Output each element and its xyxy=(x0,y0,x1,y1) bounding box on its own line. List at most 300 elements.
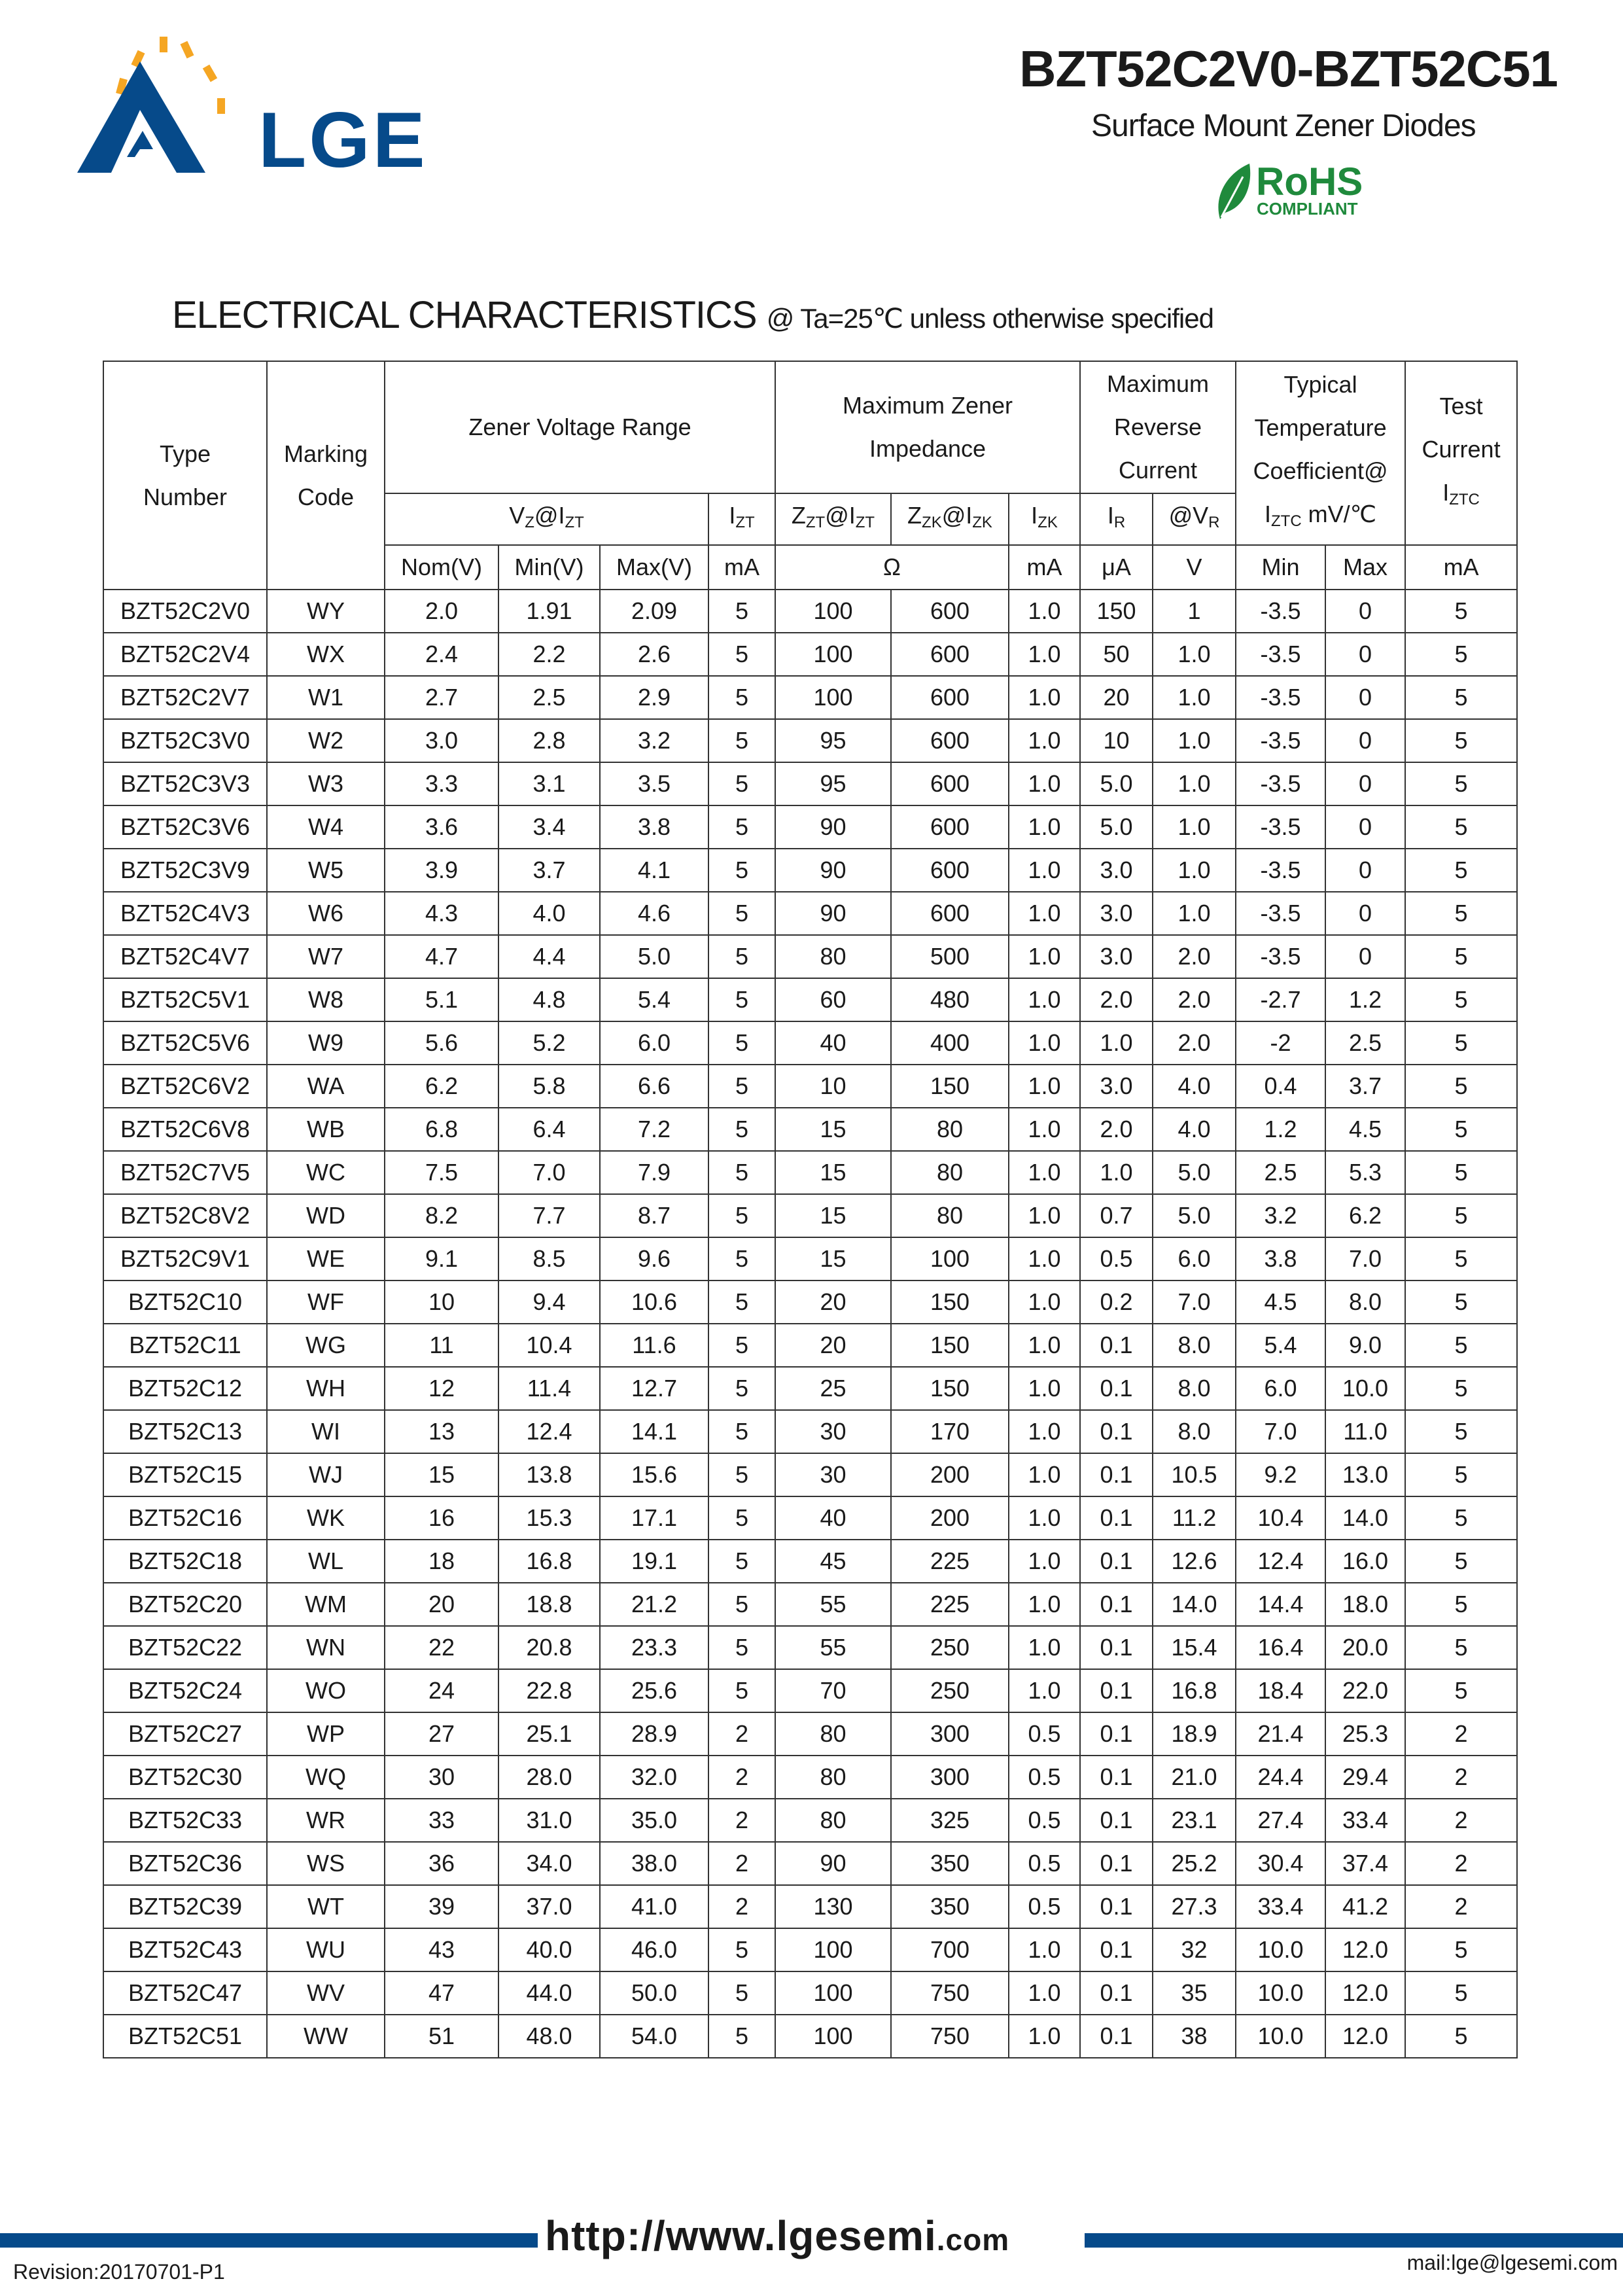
table-cell: 100 xyxy=(775,676,891,719)
table-cell: 20 xyxy=(385,1583,498,1626)
table-cell: 1.0 xyxy=(1009,1626,1080,1669)
footer-bar-right xyxy=(1085,2233,1623,2248)
table-cell: BZT52C11 xyxy=(103,1324,267,1367)
table-cell: BZT52C36 xyxy=(103,1842,267,1885)
table-cell: 600 xyxy=(891,805,1009,849)
table-cell: 3.7 xyxy=(1325,1065,1405,1108)
table-cell: 4.0 xyxy=(498,892,600,935)
table-cell: 2.2 xyxy=(498,633,600,676)
table-row xyxy=(103,1669,1517,1712)
table-cell: 16 xyxy=(385,1496,498,1540)
table-cell: 41.2 xyxy=(1325,1885,1405,1928)
table-cell: 13.0 xyxy=(1325,1453,1405,1496)
table-cell: 8.0 xyxy=(1153,1410,1236,1453)
table-cell: 1.0 xyxy=(1153,849,1236,892)
table-cell: 5.3 xyxy=(1325,1151,1405,1194)
table-cell: 400 xyxy=(891,1021,1009,1065)
table-cell: 3.0 xyxy=(385,719,498,762)
table-cell: 1.0 xyxy=(1009,1410,1080,1453)
table-cell: WH xyxy=(267,1367,385,1410)
table-row xyxy=(103,1280,1517,1324)
table-cell: 1.0 xyxy=(1009,1280,1080,1324)
table-cell: 12 xyxy=(385,1367,498,1410)
table-cell: 1.0 xyxy=(1009,935,1080,978)
table-cell: 1.0 xyxy=(1009,1928,1080,1971)
table-cell: -3.5 xyxy=(1236,762,1325,805)
table-row xyxy=(103,1971,1517,2015)
table-cell: 7.0 xyxy=(1236,1410,1325,1453)
header-vz-izt: $V_Z@I_{ZT}$ xyxy=(385,493,708,545)
table-cell: 150 xyxy=(891,1324,1009,1367)
table-cell: 1.0 xyxy=(1009,762,1080,805)
table-cell: 17.1 xyxy=(600,1496,708,1540)
table-cell: BZT52C43 xyxy=(103,1928,267,1971)
table-cell: 1.0 xyxy=(1009,1583,1080,1626)
table-cell: 5 xyxy=(708,633,775,676)
table-cell: WB xyxy=(267,1108,385,1151)
table-cell: 600 xyxy=(891,719,1009,762)
table-cell: 32.0 xyxy=(600,1756,708,1799)
table-cell: 35 xyxy=(1153,1971,1236,2015)
table-cell: 6.2 xyxy=(385,1065,498,1108)
table-cell: 11.2 xyxy=(1153,1496,1236,1540)
table-cell: 3.0 xyxy=(1080,892,1153,935)
table-cell: 0.4 xyxy=(1236,1065,1325,1108)
table-cell: 350 xyxy=(891,1842,1009,1885)
table-cell: 3.8 xyxy=(600,805,708,849)
table-cell: 100 xyxy=(775,590,891,633)
table-cell: 5 xyxy=(1405,1626,1517,1669)
table-cell: 37.0 xyxy=(498,1885,600,1928)
table-cell: 225 xyxy=(891,1583,1009,1626)
table-row xyxy=(103,719,1517,762)
table-cell: 5 xyxy=(708,719,775,762)
table-cell: 5 xyxy=(1405,1669,1517,1712)
table-cell: 0.1 xyxy=(1080,1496,1153,1540)
table-cell: 3.6 xyxy=(385,805,498,849)
table-cell: 5.0 xyxy=(1153,1151,1236,1194)
table-cell: BZT52C5V6 xyxy=(103,1021,267,1065)
table-cell: WA xyxy=(267,1065,385,1108)
table-cell: 14.1 xyxy=(600,1410,708,1453)
table-cell: 90 xyxy=(775,849,891,892)
table-cell: 1 xyxy=(1153,590,1236,633)
table-cell: 44.0 xyxy=(498,1971,600,2015)
table-cell: 11.4 xyxy=(498,1367,600,1410)
table-cell: BZT52C3V3 xyxy=(103,762,267,805)
table-cell: W1 xyxy=(267,676,385,719)
unit-ohm: Ω xyxy=(775,545,1009,590)
table-cell: 10 xyxy=(775,1065,891,1108)
table-cell: 18.4 xyxy=(1236,1669,1325,1712)
table-row xyxy=(103,1237,1517,1280)
table-cell: 39 xyxy=(385,1885,498,1928)
table-cell: W2 xyxy=(267,719,385,762)
table-cell: 54.0 xyxy=(600,2015,708,2058)
table-cell: 0 xyxy=(1325,892,1405,935)
table-cell: 1.0 xyxy=(1153,719,1236,762)
unit-tc-max: Max xyxy=(1325,545,1405,590)
table-cell: 20 xyxy=(1080,676,1153,719)
table-cell: 16.4 xyxy=(1236,1626,1325,1669)
table-cell: 22 xyxy=(385,1626,498,1669)
table-cell: -3.5 xyxy=(1236,590,1325,633)
table-cell: 150 xyxy=(1080,590,1153,633)
table-cell: W4 xyxy=(267,805,385,849)
footer-bar-left xyxy=(0,2233,538,2248)
table-cell: 15.6 xyxy=(600,1453,708,1496)
table-cell: W9 xyxy=(267,1021,385,1065)
table-cell: -3.5 xyxy=(1236,633,1325,676)
table-cell: W3 xyxy=(267,762,385,805)
table-cell: 34.0 xyxy=(498,1842,600,1885)
table-cell: 40 xyxy=(775,1021,891,1065)
table-cell: WD xyxy=(267,1194,385,1237)
table-cell: 3.0 xyxy=(1080,1065,1153,1108)
table-cell: 36 xyxy=(385,1842,498,1885)
table-cell: 27 xyxy=(385,1712,498,1756)
table-cell: 5 xyxy=(1405,1280,1517,1324)
table-cell: 50 xyxy=(1080,633,1153,676)
table-cell: WN xyxy=(267,1626,385,1669)
table-cell: 0.1 xyxy=(1080,1885,1153,1928)
table-cell: 1.0 xyxy=(1009,1324,1080,1367)
table-cell: 15 xyxy=(385,1453,498,1496)
table-cell: 2 xyxy=(1405,1842,1517,1885)
table-cell: 13.8 xyxy=(498,1453,600,1496)
table-cell: 1.0 xyxy=(1009,676,1080,719)
unit-vr: V xyxy=(1153,545,1236,590)
table-cell: 4.3 xyxy=(385,892,498,935)
table-cell: 9.1 xyxy=(385,1237,498,1280)
table-cell: BZT52C2V4 xyxy=(103,633,267,676)
table-cell: 5 xyxy=(708,892,775,935)
table-cell: 9.0 xyxy=(1325,1324,1405,1367)
table-cell: 25.2 xyxy=(1153,1842,1236,1885)
table-cell: 5 xyxy=(708,762,775,805)
table-cell: 2.0 xyxy=(1153,935,1236,978)
section-title: ELECTRICAL CHARACTERISTICS @ Ta=25℃ unless otherwise specified xyxy=(172,294,1213,336)
table-cell: 1.0 xyxy=(1009,1367,1080,1410)
table-cell: 2.0 xyxy=(1153,978,1236,1021)
table-cell: 2.0 xyxy=(1153,1021,1236,1065)
table-cell: 5 xyxy=(1405,1367,1517,1410)
table-cell: 5 xyxy=(1405,1194,1517,1237)
table-cell: 16.8 xyxy=(1153,1669,1236,1712)
table-cell: WY xyxy=(267,590,385,633)
table-cell: 21.0 xyxy=(1153,1756,1236,1799)
table-cell: 37.4 xyxy=(1325,1842,1405,1885)
table-cell: 5.0 xyxy=(1080,762,1153,805)
table-cell: 5.0 xyxy=(600,935,708,978)
header-marking-code: Marking Code xyxy=(267,361,385,590)
table-row xyxy=(103,1540,1517,1583)
table-row xyxy=(103,633,1517,676)
table-cell: 5 xyxy=(1405,719,1517,762)
table-cell: 170 xyxy=(891,1410,1009,1453)
table-cell: -3.5 xyxy=(1236,719,1325,762)
table-cell: 5 xyxy=(1405,676,1517,719)
table-cell: 1.0 xyxy=(1009,719,1080,762)
table-cell: 3.5 xyxy=(600,762,708,805)
table-cell: 1.0 xyxy=(1009,633,1080,676)
table-cell: 5 xyxy=(1405,1496,1517,1540)
table-cell: 20 xyxy=(775,1280,891,1324)
unit-izt: mA xyxy=(708,545,775,590)
table-cell: WF xyxy=(267,1280,385,1324)
table-cell: 48.0 xyxy=(498,2015,600,2058)
email-link[interactable]: mail:lge@lgesemi.com xyxy=(1406,2251,1618,2274)
table-cell: 1.0 xyxy=(1009,1971,1080,2015)
table-cell: 0.5 xyxy=(1009,1799,1080,1842)
table-cell: 5 xyxy=(708,1540,775,1583)
table-cell: 11.0 xyxy=(1325,1410,1405,1453)
header-zzk-izk: $Z_{ZK}@I_{ZK}$ xyxy=(891,493,1009,545)
table-cell: 80 xyxy=(775,1799,891,1842)
table-cell: 50.0 xyxy=(600,1971,708,2015)
table-row xyxy=(103,1583,1517,1626)
table-cell: BZT52C3V0 xyxy=(103,719,267,762)
rohs-badge xyxy=(1213,157,1384,226)
table-cell: 90 xyxy=(775,1842,891,1885)
table-cell: BZT52C5V1 xyxy=(103,978,267,1021)
table-row xyxy=(103,676,1517,719)
table-cell: 7.0 xyxy=(1153,1280,1236,1324)
table-cell: W5 xyxy=(267,849,385,892)
table-cell: 0.1 xyxy=(1080,1453,1153,1496)
website-link[interactable]: http://www.lgesemi.com xyxy=(545,2212,1010,2259)
table-cell: 1.0 xyxy=(1009,1540,1080,1583)
table-cell: 2 xyxy=(1405,1885,1517,1928)
table-cell: BZT52C6V8 xyxy=(103,1108,267,1151)
table-cell: 100 xyxy=(775,1928,891,1971)
table-cell: WI xyxy=(267,1410,385,1453)
table-cell: 15 xyxy=(775,1237,891,1280)
table-cell: WL xyxy=(267,1540,385,1583)
table-cell: 100 xyxy=(891,1237,1009,1280)
table-cell: 12.0 xyxy=(1325,1928,1405,1971)
table-cell: WX xyxy=(267,633,385,676)
table-cell: 15 xyxy=(775,1108,891,1151)
table-cell: 4.0 xyxy=(1153,1108,1236,1151)
logo-text: LGE xyxy=(258,96,428,183)
table-cell: 5.0 xyxy=(1080,805,1153,849)
table-cell: WM xyxy=(267,1583,385,1626)
table-cell: 2.7 xyxy=(385,676,498,719)
table-cell: 5 xyxy=(708,935,775,978)
table-cell: 5.4 xyxy=(600,978,708,1021)
table-cell: 6.6 xyxy=(600,1065,708,1108)
table-cell: 30 xyxy=(775,1453,891,1496)
header-max-zener-impedance: Maximum Zener Impedance xyxy=(775,361,1080,493)
table-cell: 33.4 xyxy=(1236,1885,1325,1928)
document-title: BZT52C2V0-BZT52C51 xyxy=(1019,40,1558,97)
table-cell: 25 xyxy=(775,1367,891,1410)
table-cell: 1.0 xyxy=(1080,1021,1153,1065)
table-cell: BZT52C39 xyxy=(103,1885,267,1928)
table-cell: 5 xyxy=(708,1237,775,1280)
table-cell: BZT52C4V7 xyxy=(103,935,267,978)
header-zzt-izt: $Z_{ZT}@I_{ZT}$ xyxy=(775,493,891,545)
table-cell: BZT52C9V1 xyxy=(103,1237,267,1280)
table-cell: WK xyxy=(267,1496,385,1540)
table-cell: 5 xyxy=(708,1583,775,1626)
table-row xyxy=(103,1756,1517,1799)
table-cell: 24 xyxy=(385,1669,498,1712)
table-cell: WV xyxy=(267,1971,385,2015)
table-cell: 14.0 xyxy=(1153,1583,1236,1626)
table-cell: 700 xyxy=(891,1928,1009,1971)
header-izk: $I_{ZK}$ xyxy=(1009,493,1080,545)
table-cell: WJ xyxy=(267,1453,385,1496)
header-test-current: Test Current $I_{ZTC}$ xyxy=(1405,361,1517,545)
table-cell: 5 xyxy=(708,1971,775,2015)
table-cell: 5 xyxy=(708,1928,775,1971)
table-cell: 0 xyxy=(1325,849,1405,892)
table-row xyxy=(103,1885,1517,1928)
revision-label: Revision:20170701-P1 xyxy=(13,2260,225,2284)
table-cell: 0.1 xyxy=(1080,1971,1153,2015)
table-cell: 0.5 xyxy=(1009,1842,1080,1885)
table-cell: 4.8 xyxy=(498,978,600,1021)
table-cell: W6 xyxy=(267,892,385,935)
table-cell: 5 xyxy=(708,676,775,719)
table-cell: -3.5 xyxy=(1236,676,1325,719)
table-cell: 0.5 xyxy=(1009,1885,1080,1928)
table-cell: BZT52C13 xyxy=(103,1410,267,1453)
table-cell: 0.1 xyxy=(1080,1928,1153,1971)
table-cell: 2.4 xyxy=(385,633,498,676)
table-cell: 5 xyxy=(708,1280,775,1324)
table-cell: 22.8 xyxy=(498,1669,600,1712)
table-cell: 5.4 xyxy=(1236,1324,1325,1367)
table-cell: 23.1 xyxy=(1153,1799,1236,1842)
table-cell: 10.0 xyxy=(1236,1971,1325,2015)
header-ir: $I_R$ xyxy=(1080,493,1153,545)
table-cell: 18.8 xyxy=(498,1583,600,1626)
table-cell: 2 xyxy=(708,1885,775,1928)
table-cell: 5 xyxy=(708,1021,775,1065)
table-cell: 45 xyxy=(775,1540,891,1583)
table-cell: 12.0 xyxy=(1325,1971,1405,2015)
table-cell: 6.0 xyxy=(1153,1237,1236,1280)
table-cell: 5 xyxy=(708,849,775,892)
table-cell: 80 xyxy=(775,1712,891,1756)
table-cell: 18.0 xyxy=(1325,1583,1405,1626)
table-cell: 15 xyxy=(775,1194,891,1237)
table-cell: 750 xyxy=(891,1971,1009,2015)
table-cell: 3.9 xyxy=(385,849,498,892)
table-cell: 0.1 xyxy=(1080,1712,1153,1756)
table-cell: 5 xyxy=(1405,1021,1517,1065)
table-cell: 3.4 xyxy=(498,805,600,849)
table-cell: 1.0 xyxy=(1009,1108,1080,1151)
table-row xyxy=(103,1410,1517,1453)
table-cell: 22.0 xyxy=(1325,1669,1405,1712)
table-cell: 15.4 xyxy=(1153,1626,1236,1669)
table-cell: 25.1 xyxy=(498,1712,600,1756)
table-cell: 11.6 xyxy=(600,1324,708,1367)
table-cell: 13 xyxy=(385,1410,498,1453)
table-cell: WT xyxy=(267,1885,385,1928)
table-cell: 1.0 xyxy=(1080,1151,1153,1194)
table-cell: 16.8 xyxy=(498,1540,600,1583)
table-row xyxy=(103,590,1517,633)
table-cell: 4.7 xyxy=(385,935,498,978)
table-cell: 23.3 xyxy=(600,1626,708,1669)
table-cell: 8.0 xyxy=(1153,1324,1236,1367)
table-cell: 5 xyxy=(1405,1108,1517,1151)
table-cell: 480 xyxy=(891,978,1009,1021)
table-cell: 10.0 xyxy=(1325,1367,1405,1410)
table-row xyxy=(103,1928,1517,1971)
table-row xyxy=(103,1151,1517,1194)
header-izt: $I_{ZT}$ xyxy=(708,493,775,545)
table-cell: 15 xyxy=(775,1151,891,1194)
table-cell: 55 xyxy=(775,1626,891,1669)
electrical-characteristics-table xyxy=(103,361,1518,2058)
table-cell: 5.8 xyxy=(498,1065,600,1108)
table-cell: 24.4 xyxy=(1236,1756,1325,1799)
svg-text:RoHS: RoHS xyxy=(1256,160,1363,203)
table-cell: 28.9 xyxy=(600,1712,708,1756)
table-cell: 0.1 xyxy=(1080,1669,1153,1712)
table-cell: BZT52C15 xyxy=(103,1453,267,1496)
table-cell: 0.1 xyxy=(1080,1367,1153,1410)
table-cell: 2.0 xyxy=(1080,1108,1153,1151)
unit-test-current: mA xyxy=(1405,545,1517,590)
table-cell: 7.7 xyxy=(498,1194,600,1237)
table-cell: 10 xyxy=(1080,719,1153,762)
table-cell: WP xyxy=(267,1712,385,1756)
table-cell: 4.4 xyxy=(498,935,600,978)
table-cell: 35.0 xyxy=(600,1799,708,1842)
table-cell: 5 xyxy=(708,2015,775,2058)
table-cell: 25.3 xyxy=(1325,1712,1405,1756)
table-cell: 1.0 xyxy=(1009,1194,1080,1237)
header-type-number: Type Number xyxy=(103,361,267,590)
table-cell: BZT52C27 xyxy=(103,1712,267,1756)
table-cell: WS xyxy=(267,1842,385,1885)
table-cell: 8.0 xyxy=(1153,1367,1236,1410)
table-cell: 600 xyxy=(891,892,1009,935)
unit-min: Min(V) xyxy=(498,545,600,590)
table-cell: 4.5 xyxy=(1325,1108,1405,1151)
table-cell: 1.91 xyxy=(498,590,600,633)
table-cell: 0.5 xyxy=(1009,1712,1080,1756)
table-cell: 9.4 xyxy=(498,1280,600,1324)
table-cell: 28.0 xyxy=(498,1756,600,1799)
table-cell: 4.5 xyxy=(1236,1280,1325,1324)
table-cell: 0.1 xyxy=(1080,1842,1153,1885)
table-cell: 5 xyxy=(708,805,775,849)
table-cell: 5 xyxy=(708,1324,775,1367)
table-cell: 5 xyxy=(1405,1453,1517,1496)
table-cell: 7.5 xyxy=(385,1151,498,1194)
table-cell: 14.4 xyxy=(1236,1583,1325,1626)
table-cell: 350 xyxy=(891,1885,1009,1928)
table-cell: 5 xyxy=(1405,2015,1517,2058)
table-cell: 51 xyxy=(385,2015,498,2058)
table-cell: 7.2 xyxy=(600,1108,708,1151)
table-cell: 0 xyxy=(1325,762,1405,805)
table-cell: 7.0 xyxy=(1325,1237,1405,1280)
table-cell: 32 xyxy=(1153,1928,1236,1971)
table-cell: 12.7 xyxy=(600,1367,708,1410)
table-row xyxy=(103,1065,1517,1108)
table-cell: 200 xyxy=(891,1496,1009,1540)
table-cell: 10.4 xyxy=(498,1324,600,1367)
